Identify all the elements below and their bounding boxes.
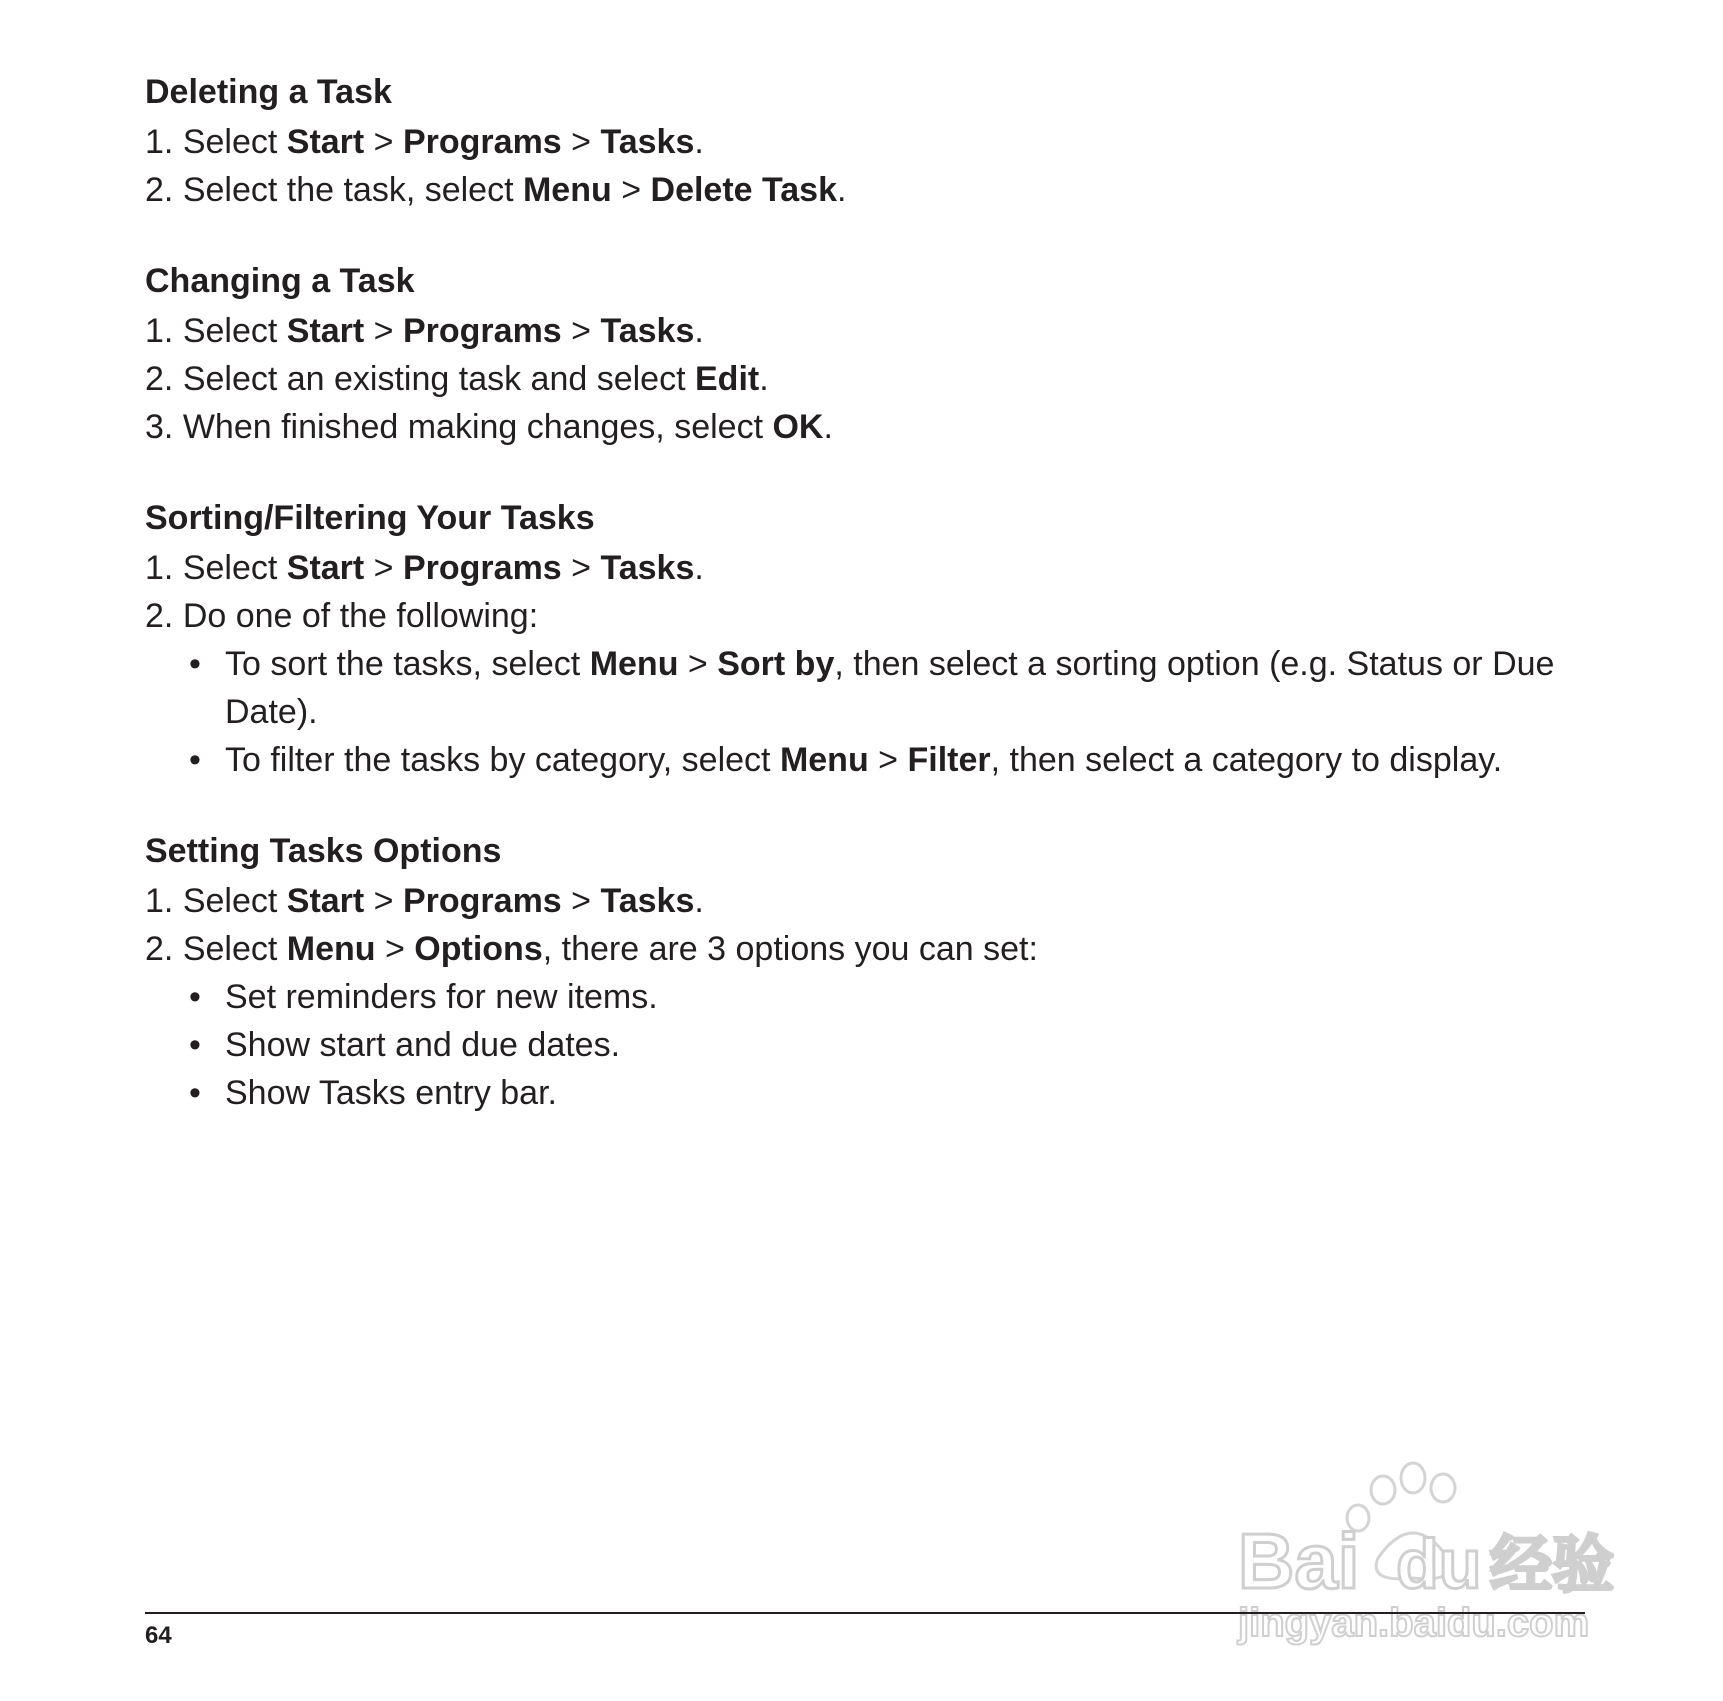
footer-divider — [145, 1612, 1585, 1614]
bullet-icon: • — [189, 645, 201, 683]
bullet-item: • Show Tasks entry bar. — [145, 1069, 1585, 1117]
bullet-icon: • — [189, 1026, 201, 1064]
section-heading: Deleting a Task — [145, 73, 392, 111]
svg-text:Bai: Bai — [1238, 1517, 1360, 1605]
step-item: 1. Select Start > Programs > Tasks. — [145, 882, 704, 920]
section-heading: Setting Tasks Options — [145, 832, 502, 870]
section-changing-task — [145, 259, 1585, 451]
bullet-icon: • — [189, 978, 201, 1016]
svg-text:jingyan.baidu.com: jingyan.baidu.com — [1238, 1601, 1590, 1645]
section-deleting-task — [145, 70, 1585, 214]
section-heading: Changing a Task — [145, 262, 415, 300]
step-item: 3. When finished making changes, select OK. — [145, 408, 833, 446]
step-item: 1. Select Start > Programs > Tasks. — [145, 312, 704, 350]
svg-text:经验: 经验 — [1490, 1528, 1615, 1601]
svg-text:du: du — [1396, 1525, 1482, 1603]
step-item: 2. Select the task, select Menu > Delete Task. — [145, 171, 847, 209]
page-number: 64 — [145, 1622, 172, 1649]
step-item: 2. Select Menu > Options, there are 3 options you can set: — [145, 930, 1038, 968]
document-page — [145, 70, 1585, 1162]
bullet-list — [145, 640, 1585, 784]
step-item: 2. Select an existing task and select Edit. — [145, 360, 769, 398]
step-item: 1. Select Start > Programs > Tasks. — [145, 549, 704, 587]
step-item: 1. Select Start > Programs > Tasks. — [145, 123, 704, 161]
bullet-item: • To sort the tasks, select Menu > Sort by, then select a sorting option (e.g. Status or Due Date). — [145, 640, 1585, 736]
bullet-item: • Show start and due dates. — [145, 1021, 1585, 1069]
bullet-icon: • — [189, 741, 201, 779]
baidu-watermark-logo — [1228, 1448, 1628, 1648]
step-item: 2. Do one of the following: — [145, 597, 539, 635]
section-sorting-filtering — [145, 496, 1585, 784]
bullet-icon: • — [189, 1074, 201, 1112]
section-setting-options — [145, 829, 1585, 1117]
bullet-item: • Set reminders for new items. — [145, 973, 1585, 1021]
bullet-item: • To filter the tasks by category, select Menu > Filter, then select a category to display. — [145, 736, 1585, 784]
section-heading: Sorting/Filtering Your Tasks — [145, 499, 595, 537]
bullet-list — [145, 973, 1585, 1117]
